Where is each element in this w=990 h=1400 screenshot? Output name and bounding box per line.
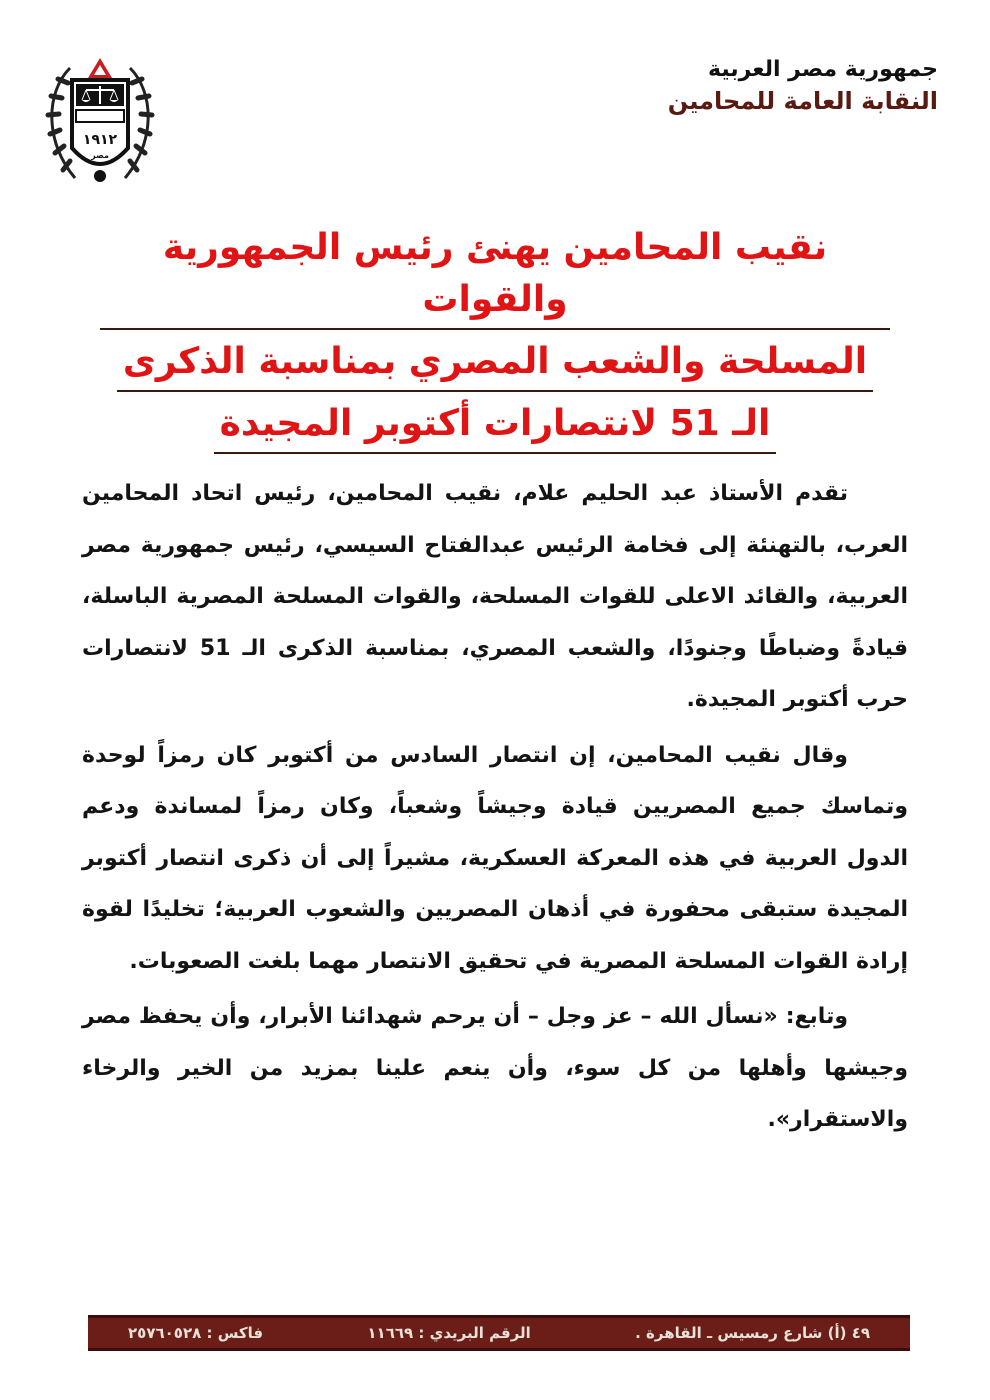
article-body <box>82 468 908 1150</box>
syndicate-logo <box>40 48 160 198</box>
scales-of-justice-icon <box>40 48 160 198</box>
paragraph-3: وتابع: «نسأل الله – عز وجل – أن يرحم شهدائنا الأبرار، وأن يحفظ مصر وجيشها وأهلها من كل سوء، وأن ينعم علينا بمزيد من الخير والرخاء والاستقرار». <box>82 1004 908 1132</box>
letterhead-country: جمهورية مصر العربية <box>708 57 938 82</box>
logo-year: ١٩١٢ <box>82 132 118 148</box>
logo-country: مصر <box>91 151 109 160</box>
paragraph-2: وقال نقيب المحامين، إن انتصار السادس من أكتوبر كان رمزاً لوحدة وتماسك جميع المصريين قيادة وجيشاً وشعباً، وكان رمزاً لمساندة ودعم الدول العربية في هذه المعركة العسكرية، مشيراً إلى أن ذكرى انتصار أكتوبر المجيدة ستبقى محفورة في أذهان المصريين والشعوب العربية؛ تخليدًا لقوة إرادة القوات المسلحة المصرية في تحقيق الانتصار مهما بلغت الصعوبات. <box>82 742 908 974</box>
footer-address: ٤٩ (أ) شارع رمسيس ـ القاهرة . <box>635 1324 870 1342</box>
headline-line-1: نقيب المحامين يهنئ رئيس الجمهورية والقوات <box>100 222 890 330</box>
footer-bar <box>88 1315 910 1351</box>
letterhead <box>668 55 938 117</box>
paragraph-1: تقدم الأستاذ عبد الحليم علام، نقيب المحامين، رئيس اتحاد المحامين العرب، بالتهنئة إلى فخامة الرئيس عبدالفتاح السيسي، رئيس جمهورية مصر العربية، والقائد الاعلى للقوات المسلحة، والقوات المسلحة المصرية الباسلة، قيادةً وضباطًا وجنودًا، والشعب المصري، بمناسبة الذكرى الـ 51 لانتصارات حرب أكتوبر المجيدة. <box>82 481 908 712</box>
footer-fax: فاكس : ٢٥٧٦٠٥٢٨ <box>128 1324 264 1342</box>
headline <box>100 222 890 460</box>
letterhead-syndicate: النقابة العامة للمحامين <box>667 87 938 115</box>
headline-line-2: المسلحة والشعب المصري بمناسبة الذكرى <box>117 336 873 392</box>
footer-postal-code: الرقم البريدي : ١١٦٦٩ <box>367 1324 531 1342</box>
headline-line-3: الـ 51 لانتصارات أكتوبر المجيدة <box>214 398 777 454</box>
